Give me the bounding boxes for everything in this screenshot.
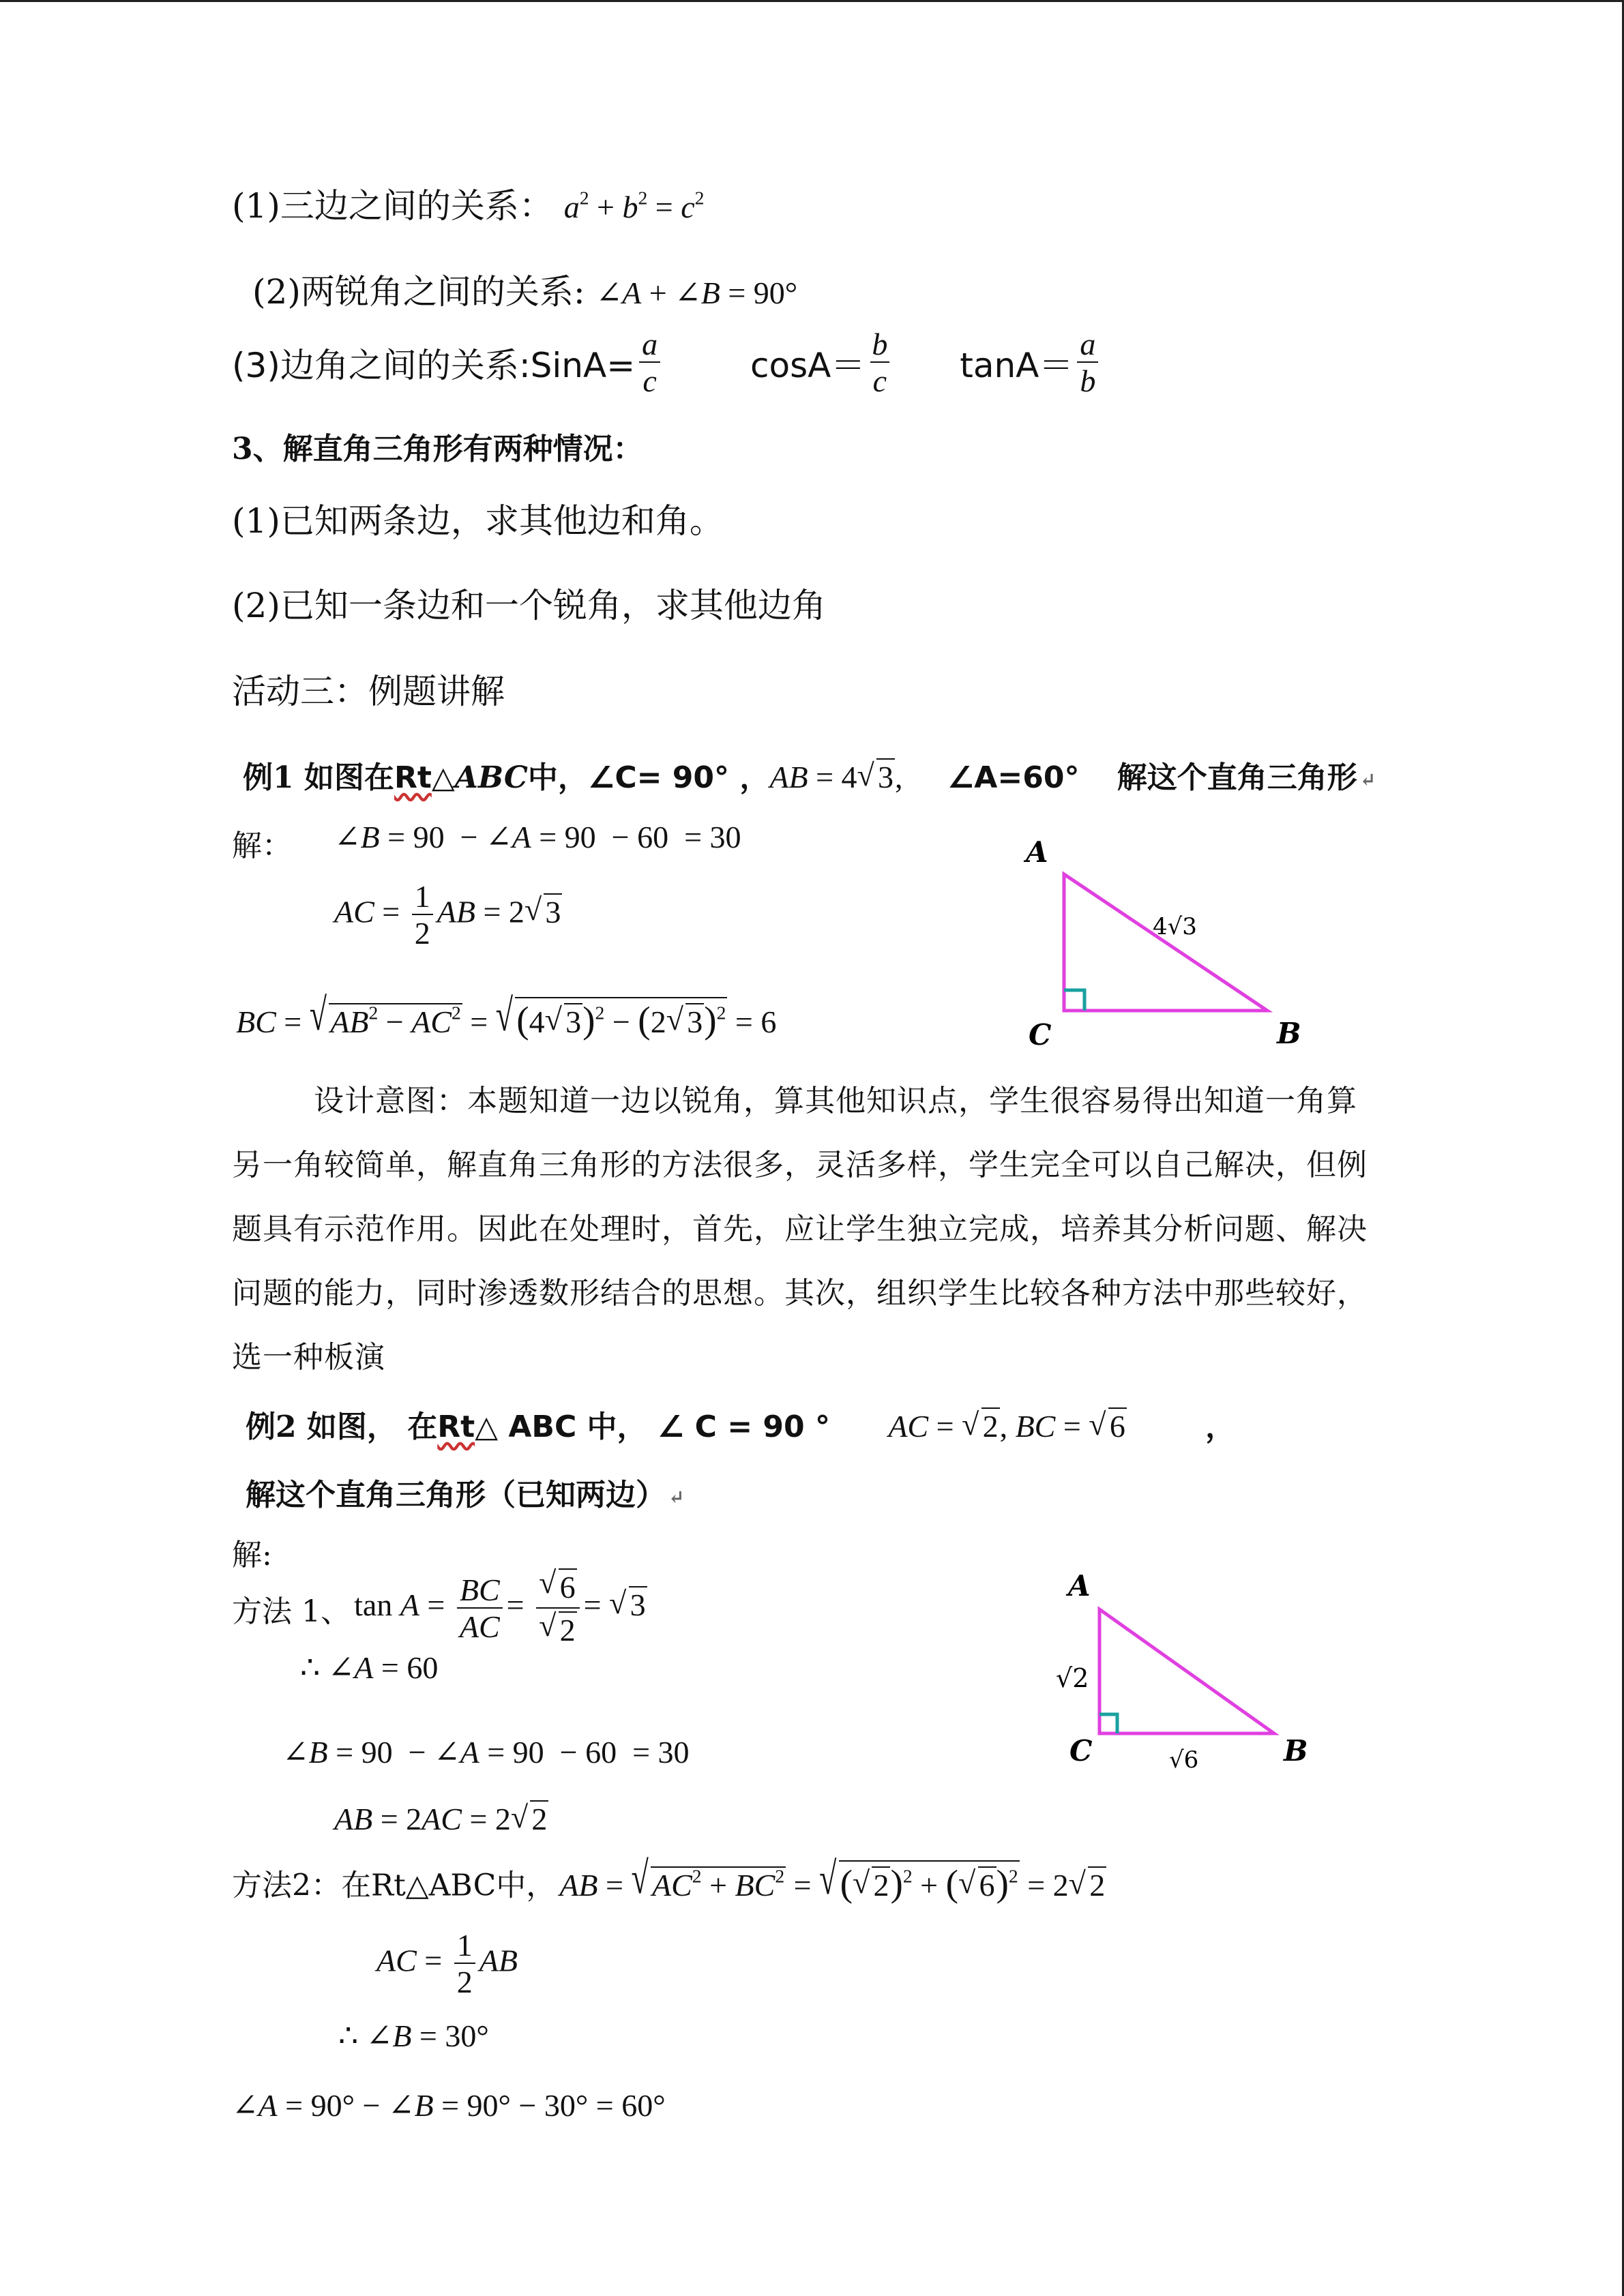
example-2-task: 解这个直角三角形（已知两边） ↵ bbox=[246, 1478, 685, 1512]
right-angle-mark-2 bbox=[1099, 1714, 1117, 1733]
relation-3: (3)边角之间的关系:SinA= $\frac{a}{c}$ cosA＝ $\frac{b}{c}$ tanA＝ $\frac{a}{b}$ bbox=[232, 329, 1102, 397]
ex2-angle-b-30: ∴ ∠B = 30° bbox=[338, 2018, 489, 2053]
example-1-heading: 例1 如图在Rt△ABC中，∠C= 90° ，AB = 4√ 3, ∠A=60° 解这个直角三角形 ↵ bbox=[243, 753, 1376, 796]
activity-title: 活动三：例题讲解 bbox=[232, 672, 505, 711]
case-2: (2)已知一条边和一个锐角，求其他边角 bbox=[232, 586, 826, 625]
vertex-a-2: A bbox=[1068, 1569, 1091, 1602]
side-label-ab-1: 4√3 bbox=[1153, 913, 1197, 940]
given-ab: AB = 4√ 3, bbox=[769, 760, 902, 794]
vertex-b-1: B bbox=[1277, 1017, 1301, 1050]
vertex-c-2: C bbox=[1069, 1734, 1093, 1768]
example-2-solution-label: 解: bbox=[232, 1538, 272, 1572]
figure-2-triangle bbox=[1037, 1568, 1350, 1787]
formula-pythagoras: $a^2 + b^2 = c^2$ bbox=[563, 187, 705, 224]
ex2-angle-a: ∴ ∠A = 60 bbox=[300, 1650, 439, 1685]
given-ac-bc: AC = √ 2, BC = √ 6 bbox=[888, 1409, 1127, 1444]
design-intent-paragraph: 设计意图：本题知道一边以锐角，算其他知识点，学生很容易得出知道一角算另一角较简单，解直角三角形的方法很多，灵活多样，学生完全可以自己解决，但例题具有示范作用。因此在处理时，首先，应让学生独立完成，培养其分析问题、解决问题的能力，同时渗透数形结合的思想。其次，组织学生比较各种方法中那些较好，选一种板演 bbox=[232, 1084, 1368, 1375]
paragraph-mark: ↵ bbox=[1359, 769, 1376, 791]
triangle-2-shape bbox=[1099, 1609, 1274, 1733]
ex2-ab-method2: AB = √ $AC^2 + BC^2$ = √ (√ 2)$^2$ + (√ 6)$^2$ = 2√ 2 bbox=[559, 1868, 1106, 1903]
ex1-step-angle-b: ∠B = 90 − ∠A = 90 − 60 = 30 bbox=[334, 820, 741, 854]
side-label-bc-2: √6 bbox=[1169, 1746, 1199, 1774]
method-2-line: 方法2：在Rt△ABC中， AB = √ $AC^2 + BC^2$ = √ (√ 2)$^2$ + (√ 6)$^2$ = 2√ 2 bbox=[232, 1860, 1106, 1905]
side-label-ac-2: √2 bbox=[1056, 1663, 1089, 1693]
ex1-step-bc: BC = √ $AB^2 - AC^2$ = √ (4√ 3)$^2$ − (2√ 3)$^2$ = 6 bbox=[236, 997, 776, 1041]
relation-1: (1)三边之间的关系： $a^2 + b^2 = c^2$ bbox=[232, 186, 705, 226]
formula-angle-sum: ∠A + ∠B = 90° bbox=[595, 275, 798, 310]
case-1: (1)已知两条边，求其他边和角。 bbox=[232, 501, 724, 541]
example-2-heading: 例2 如图， 在Rt△ ABC 中， ∠ C = 90 ° AC = √ 2, BC = √ 6 ， bbox=[246, 1402, 1235, 1446]
ex2-ac-half-ab: AC = $\frac{1}{2}$ AB bbox=[377, 1928, 518, 1999]
ex1-step-ac: AC = $\frac{1}{2}$ AB = 2√ 3 bbox=[334, 881, 562, 949]
fraction-sin: $\frac{a}{c}$ bbox=[639, 329, 660, 397]
triangle-1-shape bbox=[1064, 874, 1267, 1011]
paragraph-mark-2: ↵ bbox=[668, 1486, 685, 1508]
ex2-ab-method1: AB = 2AC = 2√ 2 bbox=[334, 1800, 548, 1838]
vertex-a-1: A bbox=[1026, 835, 1048, 869]
fraction-tan: $\frac{a}{b}$ bbox=[1077, 329, 1098, 397]
ex2-tan-formula: tan A = $\frac{BC}{AC}$ = √ 6 √ 2 = √ 3 bbox=[354, 1587, 647, 1622]
vertex-b-2: B bbox=[1284, 1734, 1308, 1768]
example-1-solution-label: 解： bbox=[232, 829, 292, 863]
relation-2: (2)两锐角之间的关系: ∠A + ∠B = 90° bbox=[252, 272, 798, 312]
ex2-angle-b: ∠B = 90 − ∠A = 90 − 60 = 30 bbox=[282, 1735, 690, 1770]
ex2-angle-a-60: ∠A = 90° − ∠B = 90° − 30° = 60° bbox=[232, 2088, 666, 2123]
section-3-heading: 3、解直角三角形有两种情况： bbox=[232, 432, 643, 466]
vertex-c-1: C bbox=[1029, 1018, 1052, 1052]
figure-1-triangle bbox=[1009, 832, 1337, 1057]
right-angle-mark-1 bbox=[1064, 990, 1084, 1011]
fraction-cos: $\frac{b}{c}$ bbox=[869, 329, 890, 397]
method-1-line: 方法 1、 tan A = $\frac{BC}{AC}$ = √ 6 √ 2 = √ 3 bbox=[232, 1568, 647, 1649]
